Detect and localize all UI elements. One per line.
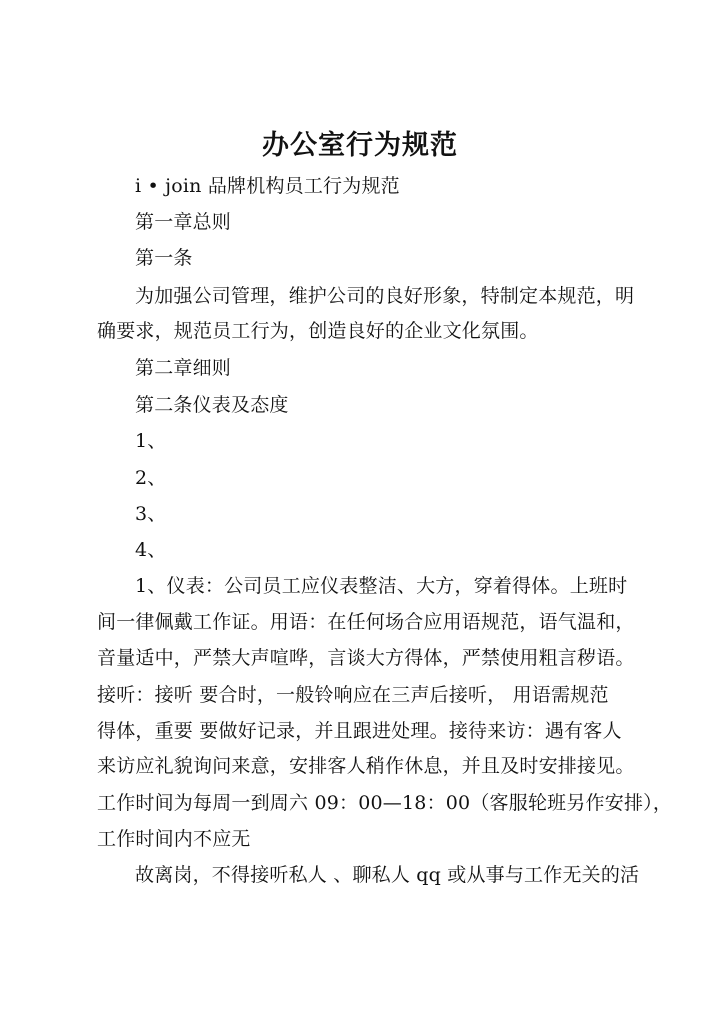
list-item: 2、: [135, 467, 167, 489]
article-heading-2: 第二条仪表及态度: [135, 394, 289, 416]
paragraph-line: 音量适中，严禁大声喧哗，言谈大方得体，严禁使用粗言秽语。: [97, 647, 635, 669]
paragraph-line: 得体，重要 要做好记录，并且跟进处理。接待来访：遇有客人: [97, 720, 622, 742]
document-title: 办公室行为规范: [262, 130, 458, 161]
paragraph-line: 确要求，规范员工行为，创造良好的企业文化氛围。: [97, 320, 539, 342]
paragraph-line: 为加强公司管理，维护公司的良好形象，特制定本规范，明: [135, 285, 635, 307]
paragraph-line: 工作时间为每周一到周六 09：00—18：00（客服轮班另作安排），: [97, 792, 673, 814]
list-item: 4、: [135, 539, 167, 561]
paragraph-line: 1、仪表：公司员工应仪表整洁、大方，穿着得体。上班时: [135, 575, 628, 597]
paragraph-line: 来访应礼貌询问来意，安排客人稍作休息，并且及时安排接见。: [97, 755, 635, 777]
document-subtitle: i • join 品牌机构员工行为规范: [135, 175, 400, 197]
paragraph-line: 工作时间内不应无: [97, 828, 251, 850]
list-item: 1、: [135, 430, 167, 452]
paragraph-line: 间一律佩戴工作证。用语：在任何场合应用语规范，语气温和，: [97, 611, 635, 633]
article-heading-1: 第一条: [135, 247, 193, 269]
chapter-heading-2: 第二章细则: [135, 357, 232, 379]
paragraph-line: 接听：接听 要合时，一般铃响应在三声后接听， 用语需规范: [97, 684, 609, 706]
chapter-heading-1: 第一章总则: [135, 211, 232, 233]
paragraph-line: 故离岗，不得接听私人 、聊私人 qq 或从事与工作无关的活: [135, 864, 640, 886]
list-item: 3、: [135, 503, 167, 525]
